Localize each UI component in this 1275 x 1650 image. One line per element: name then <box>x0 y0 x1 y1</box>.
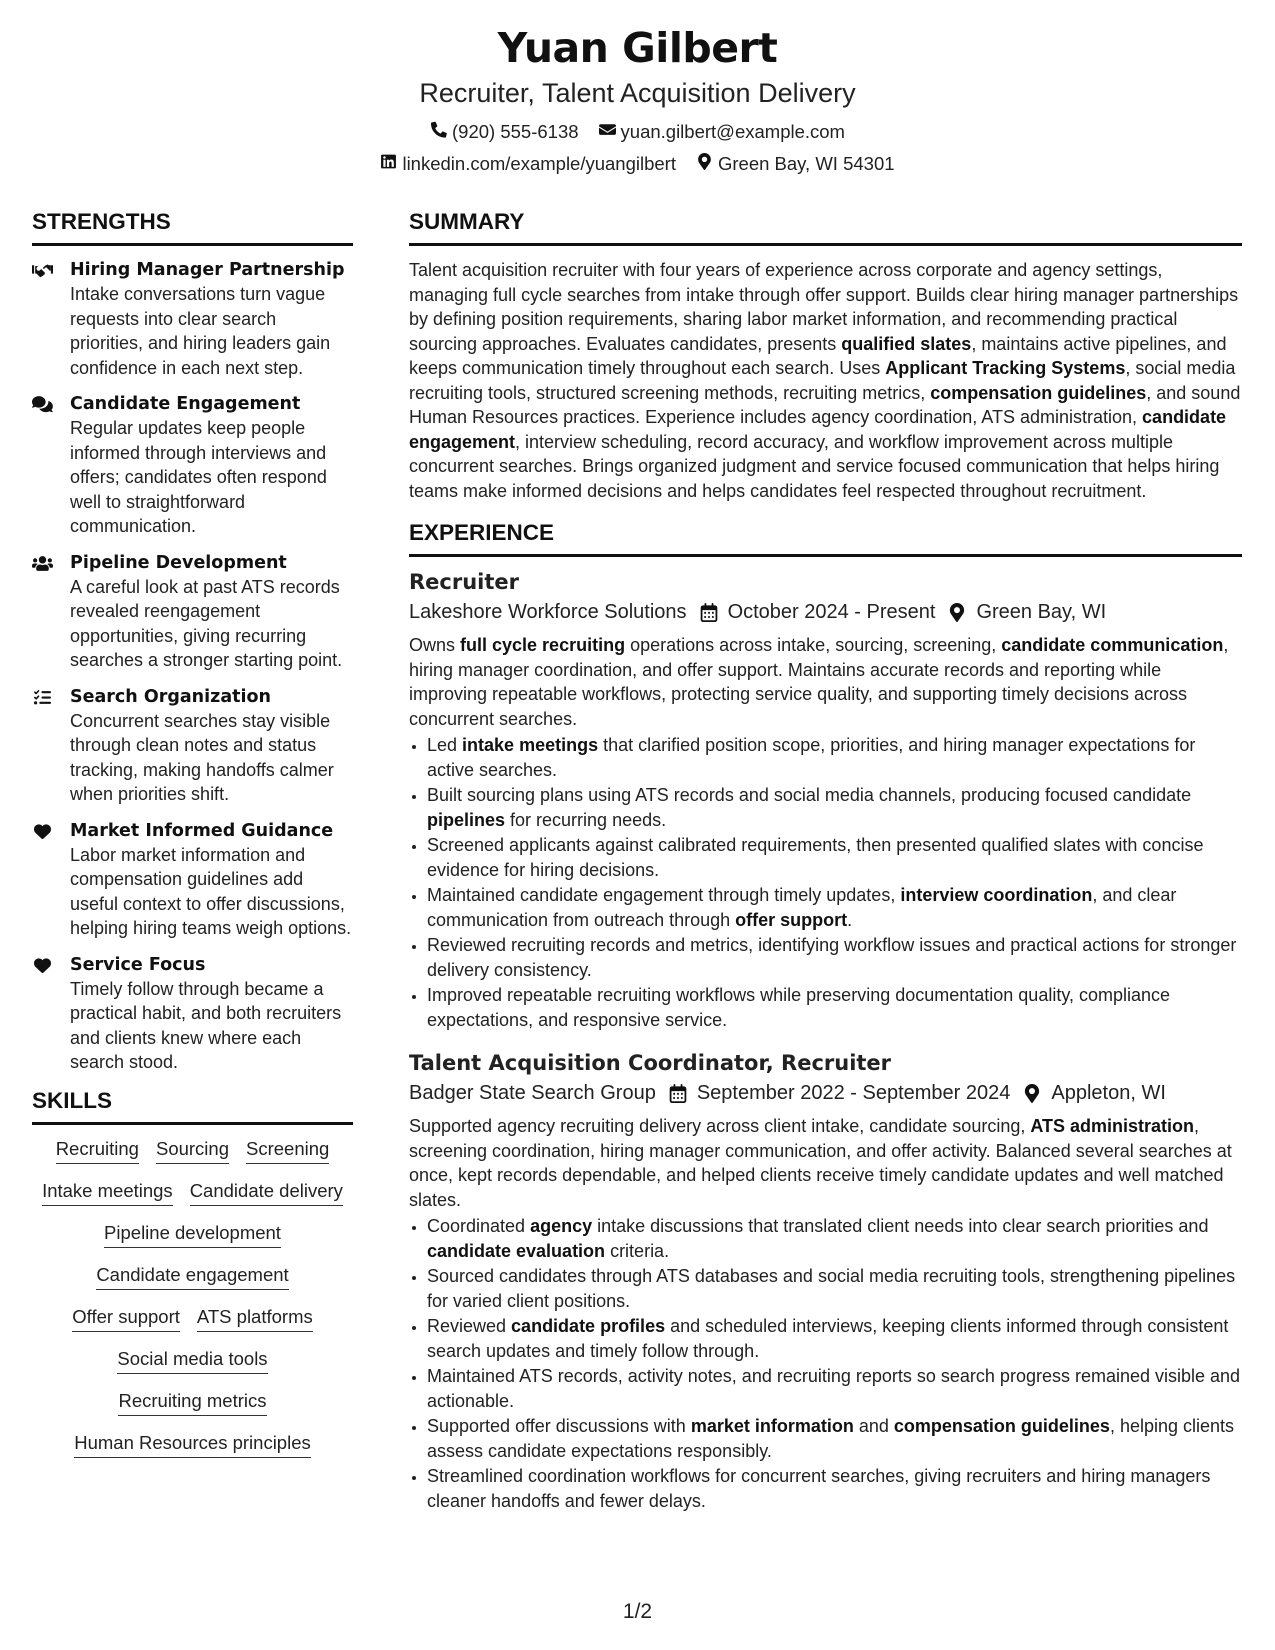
text-run: Supported offer discussions with <box>427 1416 691 1436</box>
bold-phrase: candidate evaluation <box>427 1240 606 1261</box>
experience-heading: EXPERIENCE <box>409 519 1242 557</box>
bold-phrase: pipelines <box>427 809 506 830</box>
strength-title: Pipeline Development <box>70 552 287 573</box>
skill-tag: Recruiting metrics <box>118 1389 266 1416</box>
job-meta <box>409 597 1242 627</box>
text-run: , interview scheduling, record accuracy, and workflow improvement across multiple concurrent searches. Brings organized judgment and service focused communication that helps hiring teams make informed decisions and helps candidates feel respected throughout recruitment. <box>409 431 1220 501</box>
text-run: Screened applicants against calibrated requirements, then presented qualified slates with concise evidence for hiring decisions. <box>427 835 1204 880</box>
phone-icon <box>430 116 447 148</box>
text-run: Sourced candidates through ATS databases and social media recruiting tools, strengthening pipelines for varied client positions. <box>427 1266 1236 1311</box>
strengths-list <box>32 258 353 1075</box>
summary-heading: SUMMARY <box>409 208 1242 246</box>
text-run: intake discussions that translated client needs into clear search priorities and <box>592 1216 1209 1236</box>
map-pin-icon <box>696 148 713 180</box>
strengths-heading: STRENGTHS <box>32 208 353 246</box>
map-pin-icon <box>1023 1084 1041 1103</box>
skill-row <box>32 1347 353 1374</box>
strength-body <box>70 953 353 1075</box>
strength-body <box>70 819 353 941</box>
text-run: Reviewed recruiting records and metrics, identifying workflow issues and practical actions for stronger delivery consistency. <box>427 935 1237 980</box>
linkedin-url: linkedin.com/example/yuangilbert <box>402 153 676 174</box>
bullet-item <box>427 1214 1242 1263</box>
bold-phrase: intake meetings <box>462 735 599 755</box>
skill-row <box>32 1389 353 1416</box>
skill-tag: Pipeline development <box>104 1221 281 1248</box>
bold-phrase: candidate communication <box>1001 635 1224 655</box>
strength-description: Concurrent searches stay visible through clean notes and status tracking, making handoffs calmer when priorities shift. <box>70 710 334 804</box>
contact-row-2 <box>0 148 1275 180</box>
job-dates: September 2022 - September 2024 <box>696 1082 1011 1104</box>
skill-tag: Sourcing <box>156 1137 229 1164</box>
heart-icon <box>32 953 70 1075</box>
strength-title: Candidate Engagement <box>70 394 301 414</box>
candidate-title: Recruiter, Talent Acquisition Delivery <box>419 78 856 108</box>
text-run: Maintained candidate engagement through timely updates, <box>427 885 901 905</box>
text-run: , and clear communication from outreach through <box>427 885 1177 930</box>
bullet-item <box>427 833 1242 882</box>
skills-list <box>32 1137 353 1458</box>
phone-contact[interactable] <box>430 116 579 148</box>
bold-phrase: ATS administration <box>1030 1116 1195 1136</box>
contact-row-1 <box>0 116 1275 148</box>
bullet-item <box>427 1414 1242 1463</box>
email-address: yuan.gilbert@example.com <box>620 121 845 142</box>
text-run: that clarified position scope, priorities, and hiring manager expectations for active searches. <box>427 735 1196 780</box>
bold-phrase: full cycle recruiting <box>460 635 626 655</box>
skill-row <box>32 1305 353 1332</box>
skills-heading: SKILLS <box>32 1087 353 1125</box>
text-run: , hiring manager coordination, and offer support. Maintains accurate records and reporting while improving repeatable workflows, protecting service quality, and supporting timely decisions across concurrent searches. <box>409 635 1229 729</box>
calendar-icon <box>669 1084 687 1103</box>
skill-tag: Human Resources principles <box>74 1431 311 1458</box>
jobs-list <box>409 567 1242 1513</box>
text-run: , screening coordination, hiring manager communication, and offer activity. Balanced several searches at once, kept records dependable, and helped clients receive timely candidate updates and well matched slates. <box>409 1116 1232 1210</box>
company-name: Badger State Search Group <box>409 1082 656 1104</box>
calendar-icon <box>700 603 718 622</box>
text-run: , helping clients assess candidate expectations responsibly. <box>427 1416 1235 1461</box>
strength-item <box>32 953 353 1075</box>
text-run: Talent acquisition recruiter with four years of experience across corporate and agency settings, managing full cycle searches from intake through offer support. Builds clear hiring manager partnerships by defining position requirements, sharing labor market information, and recommending practical sourcing approaches. Evaluates candidates, presents <box>409 260 1239 354</box>
strength-description: Regular updates keep people informed through interviews and offers; candidates often respond well to straightforward communication. <box>70 418 327 536</box>
job-title: Talent Acquisition Coordinator, Recruiter <box>409 1051 892 1075</box>
strength-title: Market Informed Guidance <box>70 820 334 841</box>
job-description <box>409 1114 1242 1212</box>
job-entry <box>409 1048 1242 1513</box>
bold-phrase: qualified slates <box>841 333 972 354</box>
phone-number: (920) 555-6138 <box>452 121 579 142</box>
text-run: Maintained ATS records, activity notes, and recruiting reports so search progress remained visible and actionable. <box>427 1366 1241 1411</box>
envelope-icon <box>599 116 616 148</box>
strength-body <box>70 258 353 380</box>
candidate-name: Yuan Gilbert <box>497 24 778 72</box>
skill-tag: Recruiting <box>56 1137 139 1164</box>
page-number: 1/2 <box>622 1600 653 1623</box>
text-run: and <box>853 1416 894 1436</box>
bullet-item <box>427 1464 1242 1513</box>
bold-phrase: candidate engagement <box>409 407 1227 452</box>
job-meta <box>409 1078 1242 1108</box>
strength-body <box>70 551 353 673</box>
job-description <box>409 633 1242 731</box>
location-text: Green Bay, WI 54301 <box>718 153 895 174</box>
right-column <box>409 208 1242 1514</box>
strength-title: Hiring Manager Partnership <box>70 260 345 280</box>
bullet-item <box>427 883 1242 932</box>
text-run: Supported agency recruiting delivery across client intake, candidate sourcing, <box>409 1116 1031 1136</box>
job-title: Recruiter <box>409 570 520 594</box>
skill-row <box>32 1431 353 1458</box>
left-column <box>32 208 353 1458</box>
skill-tag: Social media tools <box>117 1347 267 1374</box>
bullet-item <box>427 983 1242 1032</box>
text-run: Streamlined coordination workflows for concurrent searches, giving recruiters and hiring managers cleaner handoffs and fewer delays. <box>427 1466 1211 1511</box>
text-run: Reviewed <box>427 1316 512 1336</box>
location-contact <box>696 148 895 180</box>
job-location: Green Bay, WI <box>976 601 1107 623</box>
text-run: . <box>847 909 853 930</box>
job-dates: October 2024 - Present <box>727 601 936 623</box>
text-run: Improved repeatable recruiting workflows while preserving documentation quality, compliance expectations, and responsive service. <box>427 985 1171 1030</box>
strength-description: Timely follow through became a practical habit, and both recruiters and clients knew where each search stood. <box>70 978 342 1072</box>
text-run: , social media recruiting tools, structured screening methods, recruiting metrics, <box>409 358 1236 403</box>
map-pin-icon <box>948 603 966 622</box>
bullet-item <box>427 783 1242 832</box>
company-name: Lakeshore Workforce Solutions <box>409 601 687 623</box>
skill-tag: Offer support <box>72 1305 180 1332</box>
bold-phrase: Applicant Tracking Systems <box>885 358 1126 378</box>
text-run: Built sourcing plans using ATS records and social media channels, producing focused candidate <box>427 785 1192 805</box>
strength-title: Service Focus <box>70 954 206 975</box>
text-run: Led <box>427 735 463 755</box>
strength-item <box>32 685 353 807</box>
strength-item <box>32 258 353 380</box>
resume-header <box>0 22 1275 180</box>
linkedin-icon <box>380 148 397 180</box>
strength-body <box>70 392 353 539</box>
bullet-item <box>427 933 1242 982</box>
heart-icon <box>32 819 70 941</box>
strength-description: Intake conversations turn vague requests into clear search priorities, and hiring leaders gain confidence in each next step. <box>70 284 331 378</box>
strength-item <box>32 392 353 539</box>
bold-phrase: compensation guidelines <box>930 382 1147 403</box>
skill-tag: Screening <box>246 1137 329 1164</box>
bold-phrase: compensation guidelines <box>893 1416 1110 1436</box>
text-run: , maintains active pipelines, and keeps communication timely throughout each search. Uses <box>409 333 1227 378</box>
users-icon <box>32 551 70 673</box>
summary-text <box>409 258 1242 503</box>
strength-body <box>70 685 353 807</box>
text-run: Coordinated <box>427 1216 531 1236</box>
job-entry <box>409 567 1242 1032</box>
skill-tag: Candidate delivery <box>190 1179 343 1206</box>
linkedin-contact[interactable] <box>380 148 676 180</box>
bold-phrase: candidate profiles <box>511 1316 666 1336</box>
text-run: for recurring needs. <box>505 809 667 830</box>
list-check-icon <box>32 685 70 807</box>
skill-row <box>32 1137 353 1164</box>
text-run: operations across intake, sourcing, screening, <box>625 635 1002 655</box>
strength-title: Search Organization <box>70 686 271 707</box>
email-contact[interactable] <box>599 116 845 148</box>
strength-item <box>32 819 353 941</box>
comments-icon <box>32 392 70 539</box>
strength-item <box>32 551 353 673</box>
bullet-item <box>427 733 1242 782</box>
bold-phrase: agency <box>530 1216 593 1236</box>
text-run: Owns <box>409 635 461 655</box>
text-run: , and sound Human Resources practices. Experience includes agency coordination, ATS administration, <box>409 382 1241 427</box>
skill-row <box>32 1221 353 1248</box>
bold-phrase: interview coordination <box>900 885 1093 905</box>
bold-phrase: offer support <box>735 909 848 930</box>
strength-description: Labor market information and compensation guidelines add useful context to offer discussions, helping hiring teams weigh options. <box>70 844 352 938</box>
bold-phrase: market information <box>690 1416 854 1436</box>
bullet-item <box>427 1364 1242 1413</box>
job-bullets <box>409 733 1242 1032</box>
handshake-icon <box>32 258 70 380</box>
bullet-item <box>427 1264 1242 1313</box>
skill-row <box>32 1263 353 1290</box>
skill-tag: ATS platforms <box>197 1305 313 1332</box>
job-location: Appleton, WI <box>1051 1082 1166 1104</box>
skill-tag: Candidate engagement <box>96 1263 288 1290</box>
job-bullets <box>409 1214 1242 1513</box>
skill-tag: Intake meetings <box>42 1179 173 1206</box>
text-run: criteria. <box>605 1240 670 1261</box>
strength-description: A careful look at past ATS records revealed reengagement opportunities, giving recurring searches a stronger starting point. <box>70 576 343 670</box>
text-run: and scheduled interviews, keeping clients informed through consistent search updates and timely follow through. <box>427 1316 1229 1361</box>
skill-row <box>32 1179 353 1206</box>
bullet-item <box>427 1314 1242 1363</box>
